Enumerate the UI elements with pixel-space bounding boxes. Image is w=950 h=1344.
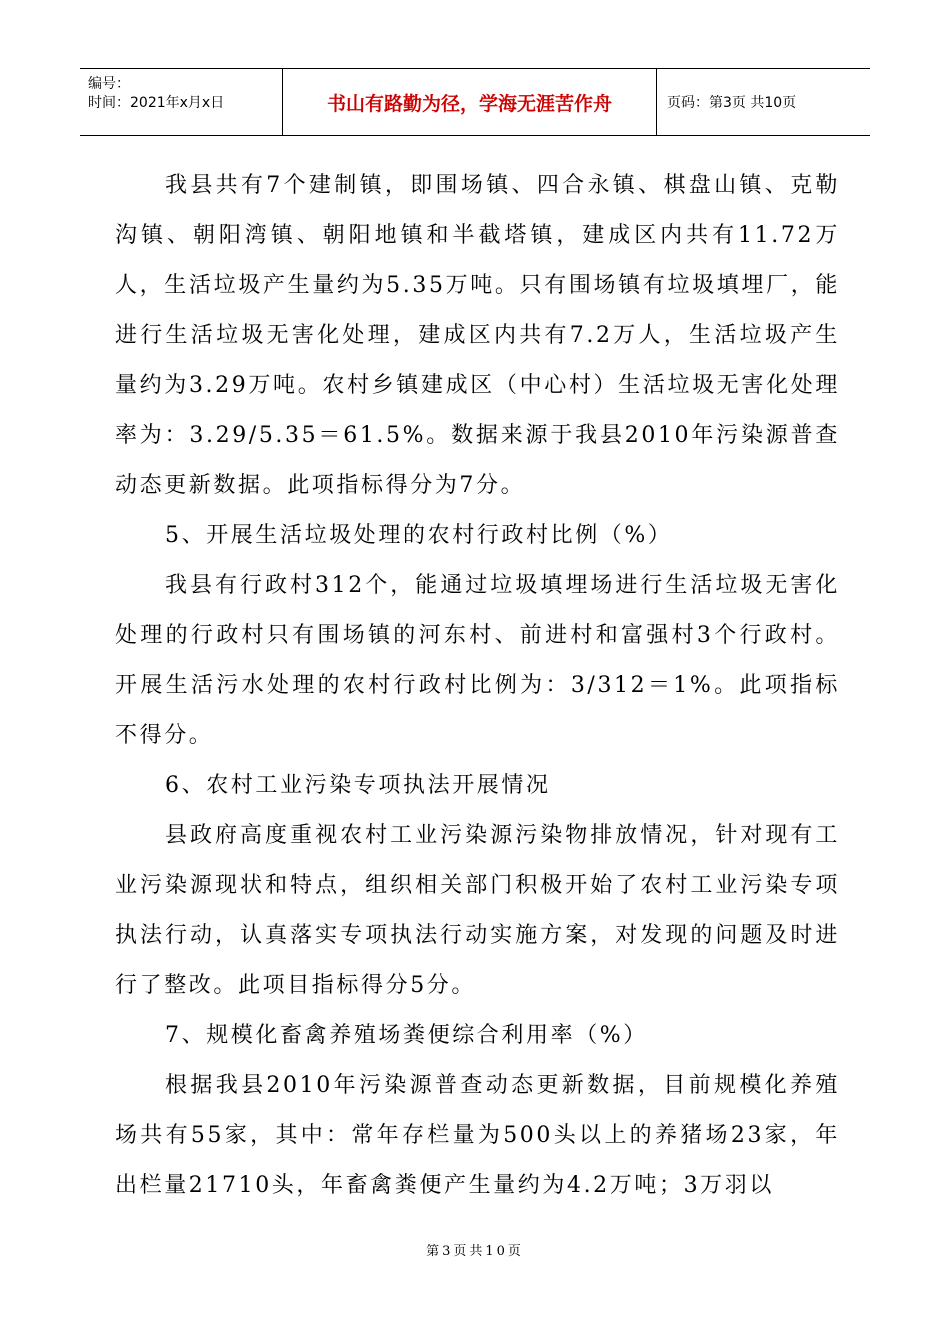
page-header [80,68,870,136]
paragraph-livestock-farms: 根据我县2010年污染源普查动态更新数据，目前规模化养殖场共有55家，其中：常年存栏量为500头以上的养猪场23家，年出栏量21710头，年畜禽粪便产生量约为4.2万吨；3万羽以 [115,1073,840,1198]
header-motto: 书山有路勤为径，学海无涯苦作舟 [283,69,657,135]
header-time-label: 时间：2021年x月x日 [88,95,225,111]
document-body [115,161,840,1211]
page-footer: 第3页共10页 [426,1244,524,1259]
heading-item-5: 5、开展生活垃圾处理的农村行政村比例（%） [165,523,673,548]
paragraph-industrial-enforcement: 县政府高度重视农村工业污染源污染物排放情况，针对现有工业污染源现状和特点，组织相关部门积极开始了农村工业污染专项执法行动，认真落实专项执法行动实施方案，对发现的问题及时进行了整改。此项目指标得分5分。 [115,823,840,998]
header-meta-cell [80,69,283,135]
paragraph-waste-towns: 我县共有7个建制镇，即围场镇、四合永镇、棋盘山镇、克勒沟镇、朝阳湾镇、朝阳地镇和半截塔镇，建成区内共有11.72万人，生活垃圾产生量约为5.35万吨。只有围场镇有垃圾填埋厂，能进行生活垃圾无害化处理，建成区内共有7.2万人，生活垃圾产生量约为3.29万吨。农村乡镇建成区（中心村）生活垃圾无害化处理率为：3.29/5.35＝61.5%。数据来源于我县2010年污染源普查动态更新数据。此项指标得分为7分。 [115,173,840,498]
paragraph-village-waste: 我县有行政村312个，能通过垃圾填埋场进行生活垃圾无害化处理的行政村只有围场镇的河东村、前进村和富强村3个行政村。开展生活污水处理的农村行政村比例为：3/312＝1%。此项指标不得分。 [115,573,840,748]
header-code-label: 编号： [88,76,130,92]
heading-item-6: 6、农村工业污染专项执法开展情况 [165,773,551,798]
heading-item-7: 7、规模化畜禽养殖场粪便综合利用率（%） [165,1023,648,1048]
header-page-info: 页码：第3页 共10页 [667,95,797,111]
